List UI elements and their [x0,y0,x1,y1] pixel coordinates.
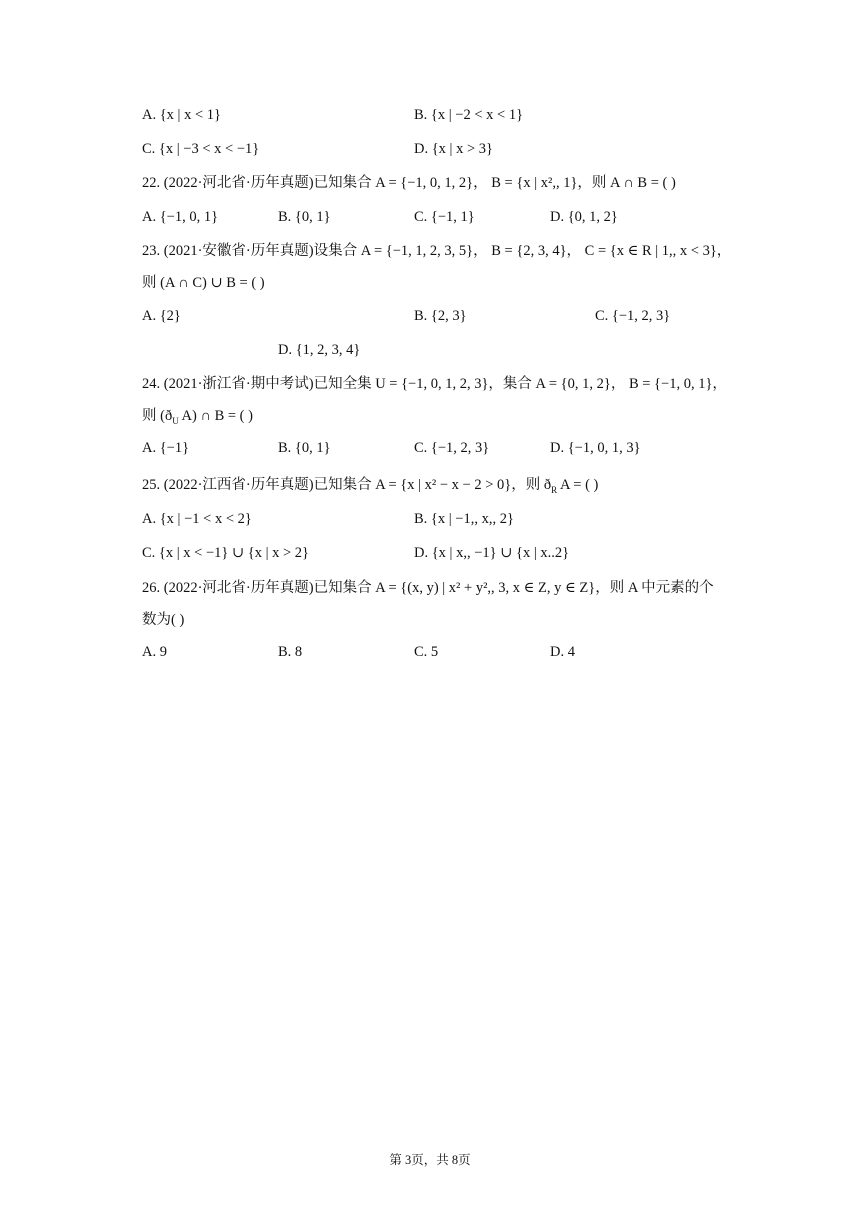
q25-option-d: D. {x | x,, −1} ∪ {x | x..2} [414,545,570,561]
q21-option-c: C. {x | −3 < x < −1} [142,141,260,157]
q23-option-c: C. {−1, 2, 3} [595,308,671,324]
q24-option-c: C. {−1, 2, 3} [414,440,490,456]
q26-stem-line1: 26. (2022·河北省·历年真题)已知集合 A = {(x, y) | x² + y²,, 3, x ∈ Z, y ∈ Z}，则 A 中元素的个 [142,580,714,596]
q23-stem-line2: 则 (A ∩ C) ∪ B = ( ) [142,275,265,291]
q21-option-a: A. {x | x < 1} [142,107,221,123]
q26-option-b: B. 8 [278,644,303,660]
q24-stem-line2: 则 ($ð_U$ A) ∩ B = ( ) [142,408,253,426]
q23-option-b: B. {2, 3} [414,308,467,324]
q22-option-c: C. {−1, 1} [414,209,475,225]
q22-option-a: A. {−1, 0, 1} [142,209,219,225]
q25-option-b: B. {x | −1,, x,, 2} [414,511,514,527]
q22-stem: 22. (2022·河北省·历年真题)已知集合 A = {−1, 0, 1, 2}， B = {x | x²,, 1}，则 A ∩ B = ( ) [142,175,676,191]
page-footer: 第 3页，共 8页 [389,1153,471,1167]
q26-option-d: D. 4 [550,644,575,660]
q25-option-a: A. {x | −1 < x < 2} [142,511,252,527]
q24-option-b: B. {0, 1} [278,440,331,456]
q22-option-d: D. {0, 1, 2} [550,209,618,225]
q24-option-a: A. {−1} [142,440,190,456]
q26-option-c: C. 5 [414,644,439,660]
q26-stem-line2: 数为( ) [142,612,185,628]
q26-option-a: A. 9 [142,644,167,660]
q22-option-b: B. {0, 1} [278,209,331,225]
q24-stem-line1: 24. (2021·浙江省·期中考试)已知全集 U = {−1, 0, 1, 2, 3}，集合 A = {0, 1, 2}， B = {−1, 0, 1}， [142,376,727,392]
q21-option-b: B. {x | −2 < x < 1} [414,107,524,123]
q21-option-d: D. {x | x > 3} [414,141,493,157]
q23-stem-line1: 23. (2021·安徽省·历年真题)设集合 A = {−1, 1, 2, 3, 5}， B = {2, 3, 4}， C = {x ∈ R | 1,, x < 3}， [142,243,732,259]
q24-option-d: D. {−1, 0, 1, 3} [550,440,641,456]
q23-option-a: A. {2} [142,308,181,324]
q25-stem: 25. (2022·江西省·历年真题)已知集合 A = {x | x² − x − 2 > 0}，则 $ð_R$ A = ( ) [142,477,599,495]
q23-option-d: D. {1, 2, 3, 4} [278,342,361,358]
q25-option-c: C. {x | x < −1} ∪ {x | x > 2} [142,545,309,561]
